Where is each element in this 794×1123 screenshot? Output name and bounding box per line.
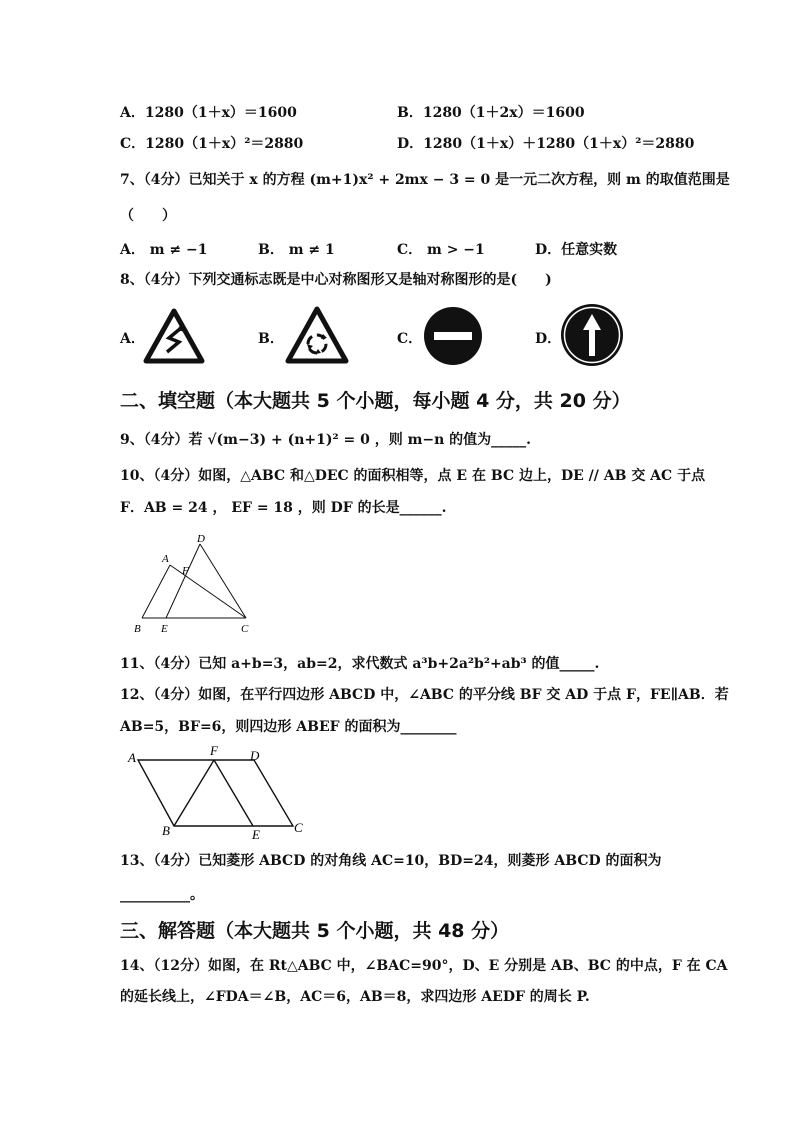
q6-option-b: B．1280（1＋2x）＝1600 (397, 105, 585, 121)
q14-line-2: 的延长线上，∠FDA＝∠B，AC＝6，AB＝8，求四边形 AEDF 的周长 P. (120, 989, 590, 1005)
q7-option-a: A． m ≠ −1 (120, 242, 208, 258)
q13-line-2: __________。 (120, 887, 204, 903)
q10-label-b: B (134, 623, 141, 635)
q8-option-c: C． (397, 331, 423, 347)
q12-line-1: 12、（4分）如图，在平行四边形 ABCD 中，∠ABC 的平分线 BF 交 AD 于点 F，FE∥AB．若 (120, 687, 729, 703)
q10-label-e: E (161, 623, 168, 635)
q10-label-d: D (197, 533, 205, 545)
q10-line-2: F．AB = 24 ， EF = 18 ，则 DF 的长是______. (120, 500, 447, 516)
zigzag-road-sign-icon (143, 308, 205, 364)
q9-text: 9、（4分）若 √(m−3) + (n+1)² = 0 ，则 m−n 的值为_____. (120, 432, 532, 448)
q12-label-b: B (162, 823, 170, 838)
q12-label-f: F (210, 743, 218, 758)
q7-option-c: C． m > −1 (397, 242, 485, 258)
q12-line-2: AB=5，BF=6，则四边形 ABEF 的面积为________ (120, 719, 457, 735)
q8-option-a: A． (120, 331, 145, 347)
q6-option-a: A．1280（1＋x）＝1600 (120, 105, 297, 121)
q14-line-1: 14、（12分）如图，在 Rt△ABC 中，∠BAC=90°，D、E 分别是 AB、BC 的中点，F 在 CA (120, 958, 728, 974)
q10-line-1: 10、（4分）如图，△ABC 和△DEC 的面积相等，点 E 在 BC 边上，DE // AB 交 AC 于点 (120, 468, 706, 484)
q6-option-c: C．1280（1＋x）²＝2880 (120, 136, 304, 152)
q10-label-a: A (162, 553, 169, 565)
straight-ahead-sign-icon (559, 302, 625, 368)
q12-label-a: A (128, 750, 136, 765)
q12-parallelogram-figure (124, 742, 310, 842)
no-entry-sign-icon (423, 306, 483, 366)
q7-option-b: B． m ≠ 1 (258, 242, 335, 258)
q10-label-f: F (182, 565, 189, 577)
q13-line-1: 13、（4分）已知菱形 ABCD 的对角线 AC=10，BD=24，则菱形 ABCD 的面积为 (120, 853, 662, 869)
q12-label-c: C (294, 820, 303, 835)
q12-label-e: E (252, 827, 260, 842)
q8-option-d: D． (535, 331, 562, 347)
q7-option-d: D．任意实数 (535, 242, 618, 258)
q8-option-b: B． (258, 331, 284, 347)
q6-option-d: D．1280（1＋x）＋1280（1＋x）²＝2880 (397, 136, 695, 152)
q10-triangle-figure (130, 532, 260, 636)
q7-text: 7、（4分）已知关于 x 的方程 (m+1)x² + 2mx − 3 = 0 是一元二次方程，则 m 的取值范围是 (120, 172, 730, 188)
section-3-heading: 三、解答题（本大题共 5 个小题，共 48 分） (120, 920, 510, 942)
section-2-heading: 二、填空题（本大题共 5 个小题，每小题 4 分，共 20 分） (120, 390, 631, 412)
q11-text: 11、（4分）已知 a+b=3，ab=2，求代数式 a³b+2a²b²+ab³ 的值_____. (120, 656, 600, 672)
q8-text: 8、（4分）下列交通标志既是中心对称图形又是轴对称图形的是( ) (120, 272, 552, 288)
q12-label-d: D (250, 748, 260, 763)
roundabout-sign-icon (285, 306, 349, 364)
q7-paren: （ ） (120, 208, 176, 224)
q10-label-c: C (241, 623, 249, 635)
